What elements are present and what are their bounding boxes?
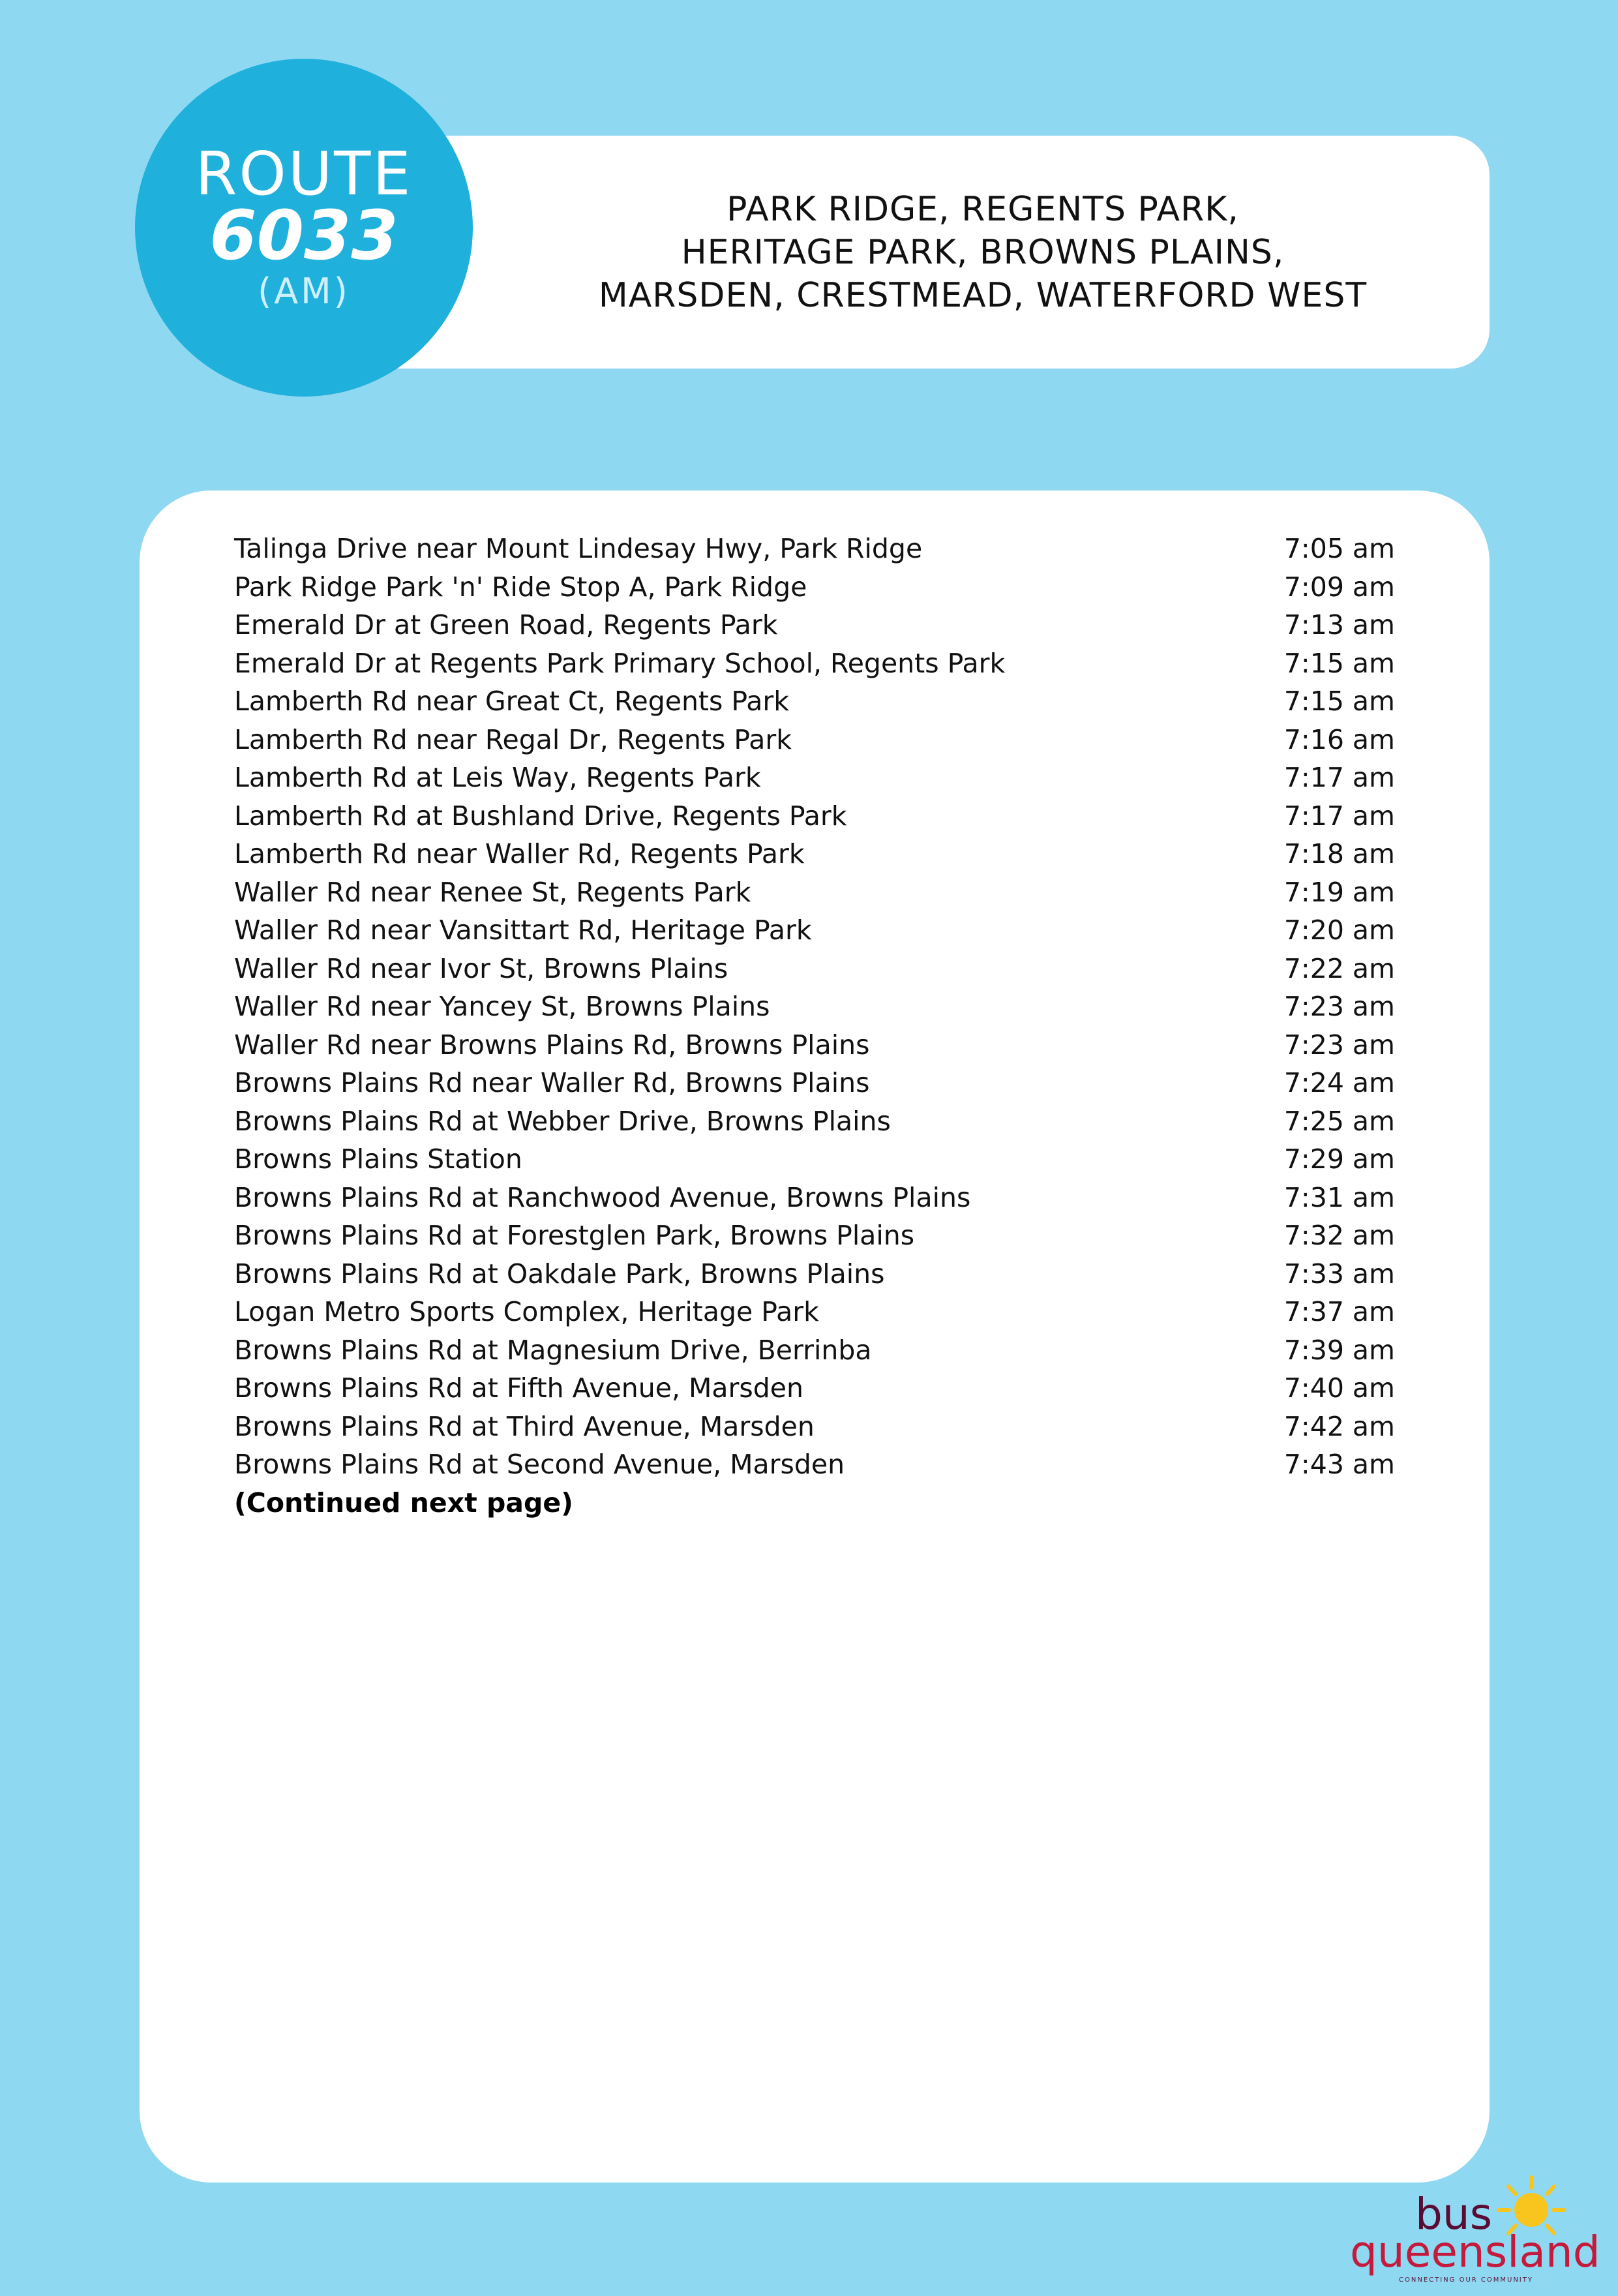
stop-row (234, 873, 1395, 912)
stop-time: 7:17 am (1283, 800, 1395, 832)
stop-name: Browns Plains Rd at Second Avenue, Marsden (234, 1449, 845, 1480)
stop-name: Emerald Dr at Regents Park Primary School, Regents Park (234, 647, 1006, 679)
stop-name: Logan Metro Sports Complex, Heritage Park (234, 1296, 819, 1327)
stop-row (234, 1445, 1395, 1484)
bus-queensland-logo (1350, 2172, 1598, 2289)
stop-row (234, 1408, 1395, 1446)
stop-name: Browns Plains Rd at Magnesium Drive, Berrinba (234, 1334, 872, 1366)
stop-name: Waller Rd near Ivor St, Browns Plains (234, 952, 728, 984)
stop-row (234, 950, 1395, 988)
stop-time: 7:23 am (1283, 1029, 1395, 1061)
route-title-line: PARK RIDGE, REGENTS PARK, (727, 189, 1239, 229)
route-number: 6033 (209, 196, 398, 275)
continued-note: (Continued next page) (234, 1487, 573, 1518)
stop-time: 7:18 am (1283, 838, 1395, 869)
stop-time: 7:24 am (1283, 1067, 1395, 1098)
stop-time: 7:42 am (1283, 1410, 1395, 1442)
stop-name: Lamberth Rd near Waller Rd, Regents Park (234, 838, 805, 869)
brand-tagline: CONNECTING OUR COMMUNITY (1399, 2276, 1533, 2284)
stop-time: 7:20 am (1283, 914, 1395, 946)
timetable-card (140, 491, 1490, 2183)
stop-time: 7:09 am (1283, 571, 1395, 603)
stop-time: 7:15 am (1283, 647, 1395, 679)
stop-name: Park Ridge Park 'n' Ride Stop A, Park Ridge (234, 571, 807, 603)
route-label: ROUTE (195, 139, 413, 209)
stop-name: Browns Plains Rd at Third Avenue, Marsden (234, 1410, 815, 1442)
brand-bus-text: bus (1415, 2189, 1493, 2239)
stop-name: Browns Plains Rd near Waller Rd, Browns Plains (234, 1067, 870, 1098)
stop-name: Talinga Drive near Mount Lindesay Hwy, Park Ridge (234, 533, 923, 564)
stop-time: 7:23 am (1283, 991, 1395, 1022)
route-badge (135, 59, 473, 397)
stop-time: 7:16 am (1283, 723, 1395, 755)
header-card (300, 136, 1490, 369)
stop-name: Browns Plains Station (234, 1143, 522, 1175)
stop-row (234, 988, 1395, 1026)
stop-time: 7:39 am (1283, 1334, 1395, 1366)
stop-time: 7:31 am (1283, 1181, 1395, 1213)
stop-row (234, 1255, 1395, 1293)
stop-row (234, 1064, 1395, 1102)
stop-time: 7:17 am (1283, 762, 1395, 793)
stop-time: 7:19 am (1283, 876, 1395, 908)
stop-time: 7:37 am (1283, 1296, 1395, 1327)
stop-row (234, 797, 1395, 836)
stop-name: Browns Plains Rd at Fifth Avenue, Marsden (234, 1372, 804, 1404)
stop-time: 7:22 am (1283, 952, 1395, 984)
stop-time: 7:33 am (1283, 1258, 1395, 1290)
stop-name: Browns Plains Rd at Ranchwood Avenue, Browns Plains (234, 1181, 971, 1213)
stop-name: Lamberth Rd near Regal Dr, Regents Park (234, 723, 792, 755)
stop-row (234, 1331, 1395, 1370)
stop-row (234, 1216, 1395, 1255)
stop-time: 7:05 am (1283, 533, 1395, 564)
stop-row (234, 1179, 1395, 1217)
stop-name: Emerald Dr at Green Road, Regents Park (234, 609, 778, 641)
stop-name: Waller Rd near Yancey St, Browns Plains (234, 991, 770, 1022)
stop-row (234, 911, 1395, 950)
stop-name: Lamberth Rd at Bushland Drive, Regents Park (234, 800, 847, 832)
stop-row (234, 682, 1395, 721)
stop-name: Lamberth Rd at Leis Way, Regents Park (234, 762, 761, 793)
brand-queensland-text: queensland (1350, 2227, 1600, 2277)
route-period: (AM) (258, 271, 350, 312)
stop-name: Browns Plains Rd at Webber Drive, Browns Plains (234, 1105, 891, 1137)
stop-time: 7:32 am (1283, 1220, 1395, 1251)
stop-row (234, 1102, 1395, 1141)
stop-time: 7:29 am (1283, 1143, 1395, 1175)
stop-row (234, 1026, 1395, 1065)
stop-list (234, 530, 1395, 1522)
route-title (522, 136, 1444, 369)
route-title-line: MARSDEN, CRESTMEAD, WATERFORD WEST (598, 275, 1368, 315)
stop-row (234, 606, 1395, 644)
stop-row (234, 721, 1395, 759)
stop-name: Browns Plains Rd at Forestglen Park, Browns Plains (234, 1220, 915, 1251)
stop-name: Browns Plains Rd at Oakdale Park, Browns Plains (234, 1258, 885, 1290)
stop-time: 7:25 am (1283, 1105, 1395, 1137)
stop-name: Waller Rd near Renee St, Regents Park (234, 876, 751, 908)
route-title-line: HERITAGE PARK, BROWNS PLAINS, (681, 232, 1285, 272)
stop-row (234, 1369, 1395, 1408)
stop-row (234, 835, 1395, 873)
stop-name: Waller Rd near Vansittart Rd, Heritage Park (234, 914, 812, 946)
stop-row (234, 644, 1395, 683)
stop-row (234, 568, 1395, 607)
stop-row (234, 530, 1395, 568)
stop-row (234, 759, 1395, 797)
stop-time: 7:13 am (1283, 609, 1395, 641)
stop-time: 7:15 am (1283, 686, 1395, 717)
stop-row (234, 1140, 1395, 1179)
stop-row (234, 1293, 1395, 1331)
stop-time: 7:43 am (1283, 1449, 1395, 1480)
stop-name: Lamberth Rd near Great Ct, Regents Park (234, 686, 790, 717)
stop-time: 7:40 am (1283, 1372, 1395, 1404)
stop-name: Waller Rd near Browns Plains Rd, Browns Plains (234, 1029, 870, 1061)
